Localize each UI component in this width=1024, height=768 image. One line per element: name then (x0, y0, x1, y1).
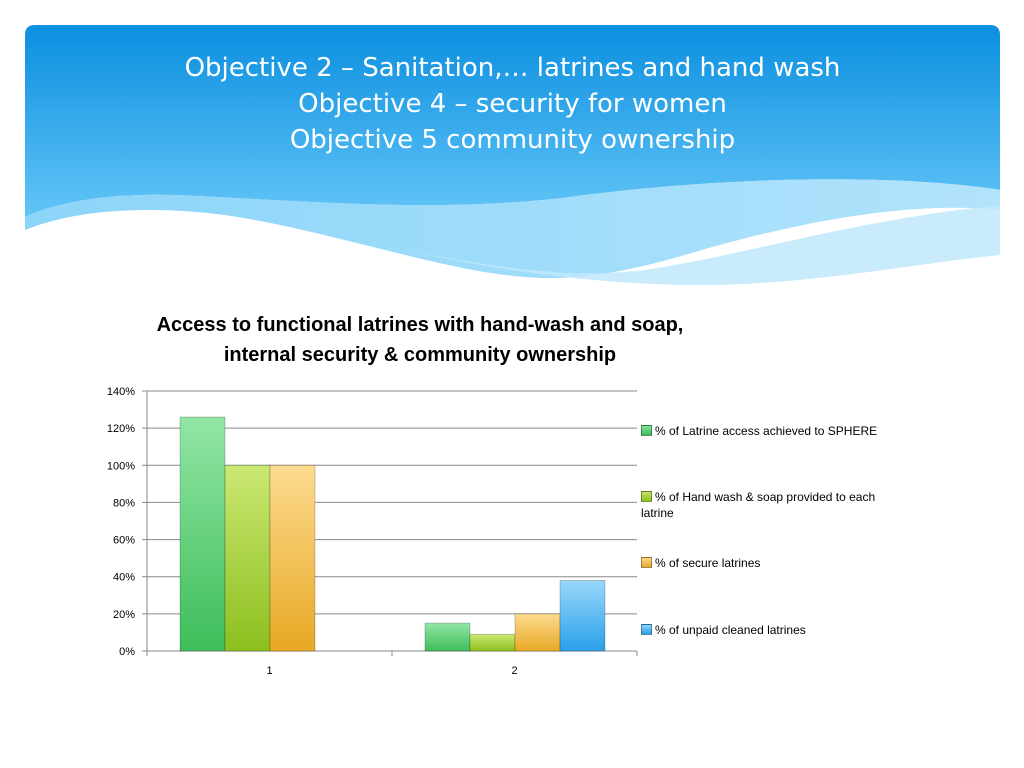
title-line-3: Objective 5 community ownership (289, 125, 736, 155)
bar-1-series-2 (225, 465, 270, 651)
legend-item-cleaned (641, 622, 911, 638)
y-tick-label: 60% (112, 534, 135, 547)
bar-2-series-1 (425, 623, 470, 651)
y-tick-label: 140% (106, 386, 135, 398)
y-tick-label: 20% (112, 608, 135, 621)
legend-label-secure: % of secure latrines (655, 556, 761, 570)
title-line-1: Objective 2 – Sanitation,… latrines and hand wash (184, 53, 841, 83)
y-tick-label: 100% (106, 460, 135, 473)
chart-title-line-1: Access to functional latrines with hand-wash and soap, (156, 314, 684, 336)
legend-swatch-lime (641, 491, 652, 502)
x-tick-label: 2 (511, 665, 518, 677)
legend-item-sphere (641, 423, 911, 439)
legend-swatch-green (641, 425, 652, 436)
y-tick-label: 0% (119, 646, 135, 658)
legend-label-cleaned: % of unpaid cleaned latrines (655, 623, 806, 637)
chart-title-line-2: internal security & community ownership (223, 344, 617, 366)
title-line-2: Objective 4 – security for women (298, 89, 727, 119)
legend-swatch-orange (641, 557, 652, 568)
legend-swatch-blue (641, 624, 652, 635)
y-tick-label: 80% (112, 497, 135, 510)
bar-2-series-2 (470, 634, 515, 651)
legend-label-handwash: % of Hand wash & soap provided to each latrine (641, 490, 876, 520)
y-tick-label: 40% (112, 571, 135, 584)
bar-2-series-4 (560, 580, 605, 651)
legend-label-sphere: % of Latrine access achieved to SPHERE (655, 424, 878, 438)
bar-1-series-1 (180, 417, 225, 651)
x-tick-label: 1 (266, 665, 273, 677)
legend-item-secure (641, 555, 911, 571)
bar-2-series-3 (515, 614, 560, 651)
bar-1-series-3 (270, 465, 315, 651)
y-tick-label: 120% (106, 423, 135, 436)
legend-item-handwash (641, 489, 911, 521)
